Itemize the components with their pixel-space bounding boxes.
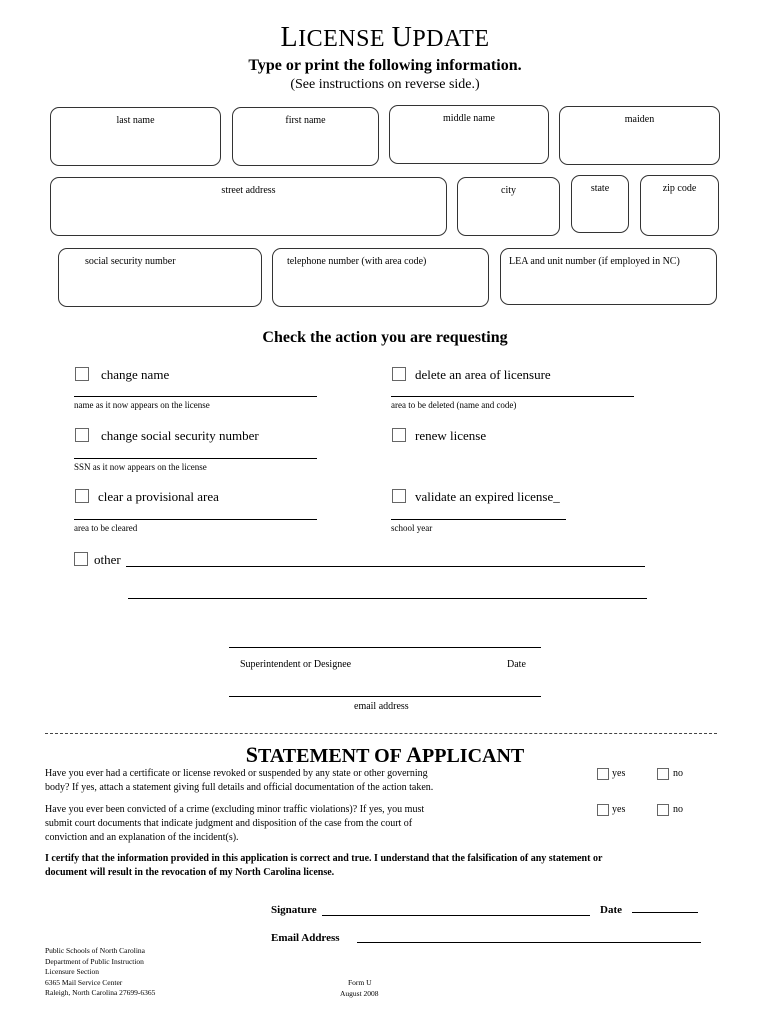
renew-license-checkbox[interactable] (392, 428, 406, 442)
q2-yes-checkbox[interactable] (597, 804, 609, 816)
form-subtitle: Type or print the following information. (248, 57, 522, 74)
change-name-label: change name (101, 367, 170, 382)
applicant-signature-line[interactable] (322, 915, 590, 916)
clear-provisional-line[interactable] (74, 519, 317, 520)
zip-code-field[interactable] (640, 175, 719, 236)
city-label: city (501, 185, 516, 196)
superintendent-date-label: Date (507, 659, 526, 670)
maiden-name-label: maiden (624, 114, 655, 125)
delete-area-label: delete an area of licensure (415, 367, 551, 382)
other-line-1[interactable] (126, 566, 645, 567)
other-checkbox[interactable] (74, 552, 88, 566)
telephone-label: telephone number (with area code) (287, 256, 427, 267)
lea-label: LEA and unit number (if employed in NC) (509, 256, 680, 267)
clear-provisional-label: clear a provisional area (98, 489, 219, 504)
email-address-label: Email Address (271, 932, 340, 944)
q2-no-checkbox[interactable] (657, 804, 669, 816)
applicant-date-label: Date (600, 904, 622, 916)
maiden-name-field[interactable] (559, 106, 720, 165)
certification-statement: I certify that the information provided in this application is correct and true. I understand that the falsification of any statement or document will result in the revocation of my North Carolina license. (45, 853, 603, 878)
change-ssn-line[interactable] (74, 458, 317, 459)
delete-area-checkbox[interactable] (392, 367, 406, 381)
last-name-field[interactable] (50, 107, 221, 166)
other-line-2[interactable] (128, 598, 647, 599)
signature-label: Signature (271, 904, 317, 916)
clear-provisional-caption: area to be cleared (74, 523, 138, 533)
street-address-label: street address (221, 185, 276, 196)
school-year-line[interactable] (391, 519, 566, 520)
city-field[interactable] (457, 177, 560, 236)
change-name-line[interactable] (74, 396, 317, 397)
street-address-field[interactable] (50, 177, 447, 236)
first-name-field[interactable] (232, 107, 379, 166)
validate-license-checkbox[interactable] (392, 489, 406, 503)
clear-provisional-checkbox[interactable] (75, 489, 89, 503)
superintendent-signature-line[interactable] (229, 647, 541, 648)
cut-line-divider (45, 733, 717, 734)
applicant-email-line[interactable] (357, 942, 701, 943)
superintendent-label: Superintendent or Designee (240, 659, 352, 670)
change-ssn-caption: SSN as it now appears on the license (74, 462, 207, 472)
first-name-label: first name (285, 115, 326, 126)
form-instructions: (See instructions on reverse side.) (290, 77, 480, 92)
q1-yes-label: yes (612, 768, 626, 779)
statement-title: STATEMENT OF APPLICANT (245, 742, 525, 767)
delete-area-caption: area to be deleted (name and code) (391, 400, 517, 410)
change-name-checkbox[interactable] (75, 367, 89, 381)
validate-license-label: validate an expired license_ (415, 489, 560, 504)
action-heading: Check the action you are requesting (262, 329, 508, 346)
applicant-date-line[interactable] (632, 912, 698, 913)
renew-license-label: renew license (415, 428, 487, 443)
telephone-field[interactable] (272, 248, 489, 307)
form-title: LICENSE UPDATE (280, 22, 490, 53)
change-ssn-checkbox[interactable] (75, 428, 89, 442)
q1-no-checkbox[interactable] (657, 768, 669, 780)
email-label: email address (354, 701, 409, 712)
email-line[interactable] (229, 696, 541, 697)
q2-no-label: no (673, 804, 683, 815)
q1-yes-checkbox[interactable] (597, 768, 609, 780)
question-revoked: Have you ever had a certificate or license revoked or suspended by any state or other governing body? If yes, attach a statement giving full details and official documentation of the action taken. (45, 768, 434, 793)
zip-code-label: zip code (662, 183, 697, 194)
lea-field[interactable] (500, 248, 717, 305)
form-id: Form U (348, 978, 372, 987)
change-name-caption: name as it now appears on the license (74, 400, 210, 410)
q2-yes-label: yes (612, 804, 626, 815)
middle-name-label: middle name (443, 113, 495, 124)
state-field[interactable] (571, 175, 629, 233)
ssn-field[interactable] (58, 248, 262, 307)
delete-area-line[interactable] (391, 396, 634, 397)
school-year-caption: school year (391, 523, 433, 533)
last-name-label: last name (116, 115, 155, 126)
question-convicted: Have you ever been convicted of a crime (excluding minor traffic violations)? If yes, you must submit court documents that indicate judgment and disposition of the case from the court of conviction and an explanation of the incident(s). (45, 804, 425, 843)
other-label: other (94, 552, 121, 567)
form-date: August 2008 (340, 989, 379, 998)
state-label: state (590, 183, 610, 194)
q1-no-label: no (673, 768, 683, 779)
middle-name-field[interactable] (389, 105, 549, 164)
change-ssn-label: change social security number (101, 428, 259, 443)
footer-address: Public Schools of North Carolina Department of Public Instruction Licensure Section 6365 Mail Service Center Raleigh, North Carolina 27699-6365 (45, 946, 156, 997)
ssn-label: social security number (85, 256, 176, 267)
